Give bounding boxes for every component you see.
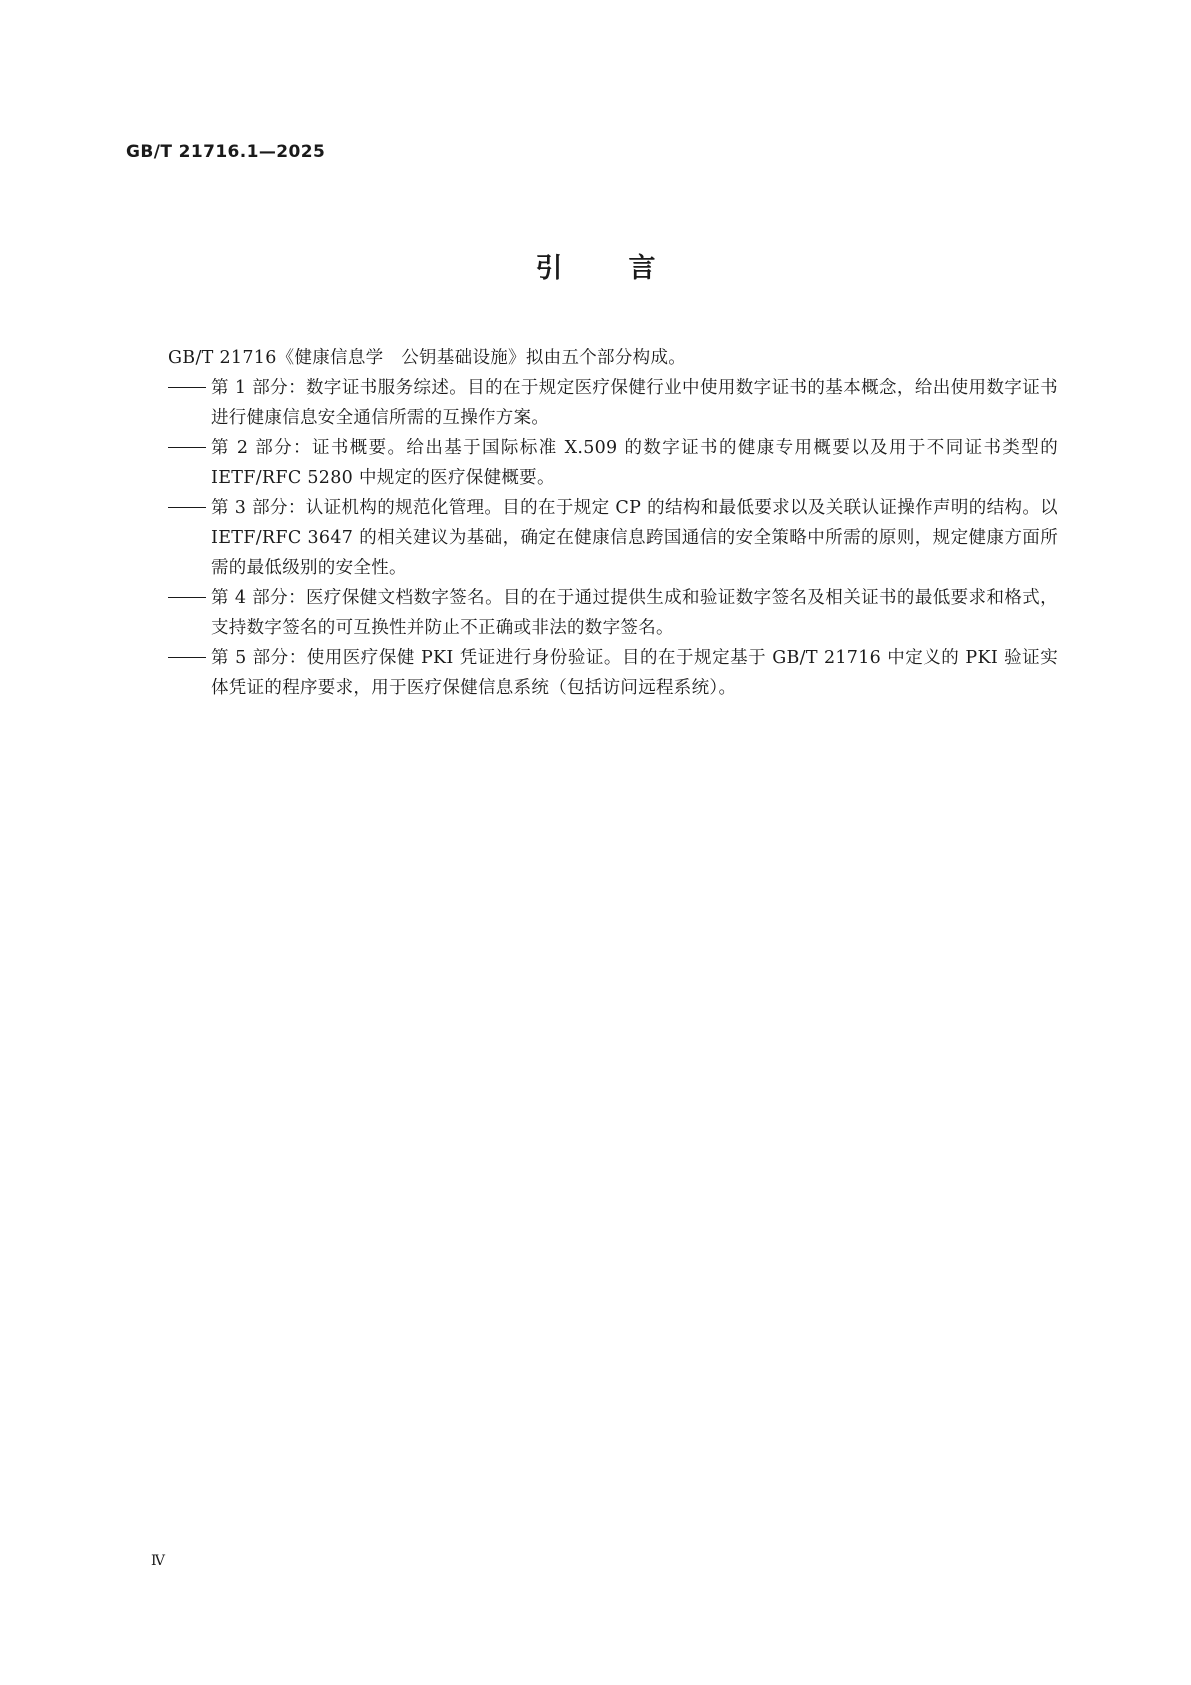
- intro-paragraph: GB/T 21716《健康信息学 公钥基础设施》拟由五个部分构成。: [168, 348, 687, 368]
- introduction-body: [168, 343, 1058, 703]
- part-item-3: [168, 493, 1058, 583]
- em-dash-marker: [168, 507, 206, 508]
- page-number: Ⅳ: [151, 1553, 165, 1569]
- part-item-2: [168, 433, 1058, 493]
- part-item-4: [168, 583, 1058, 643]
- em-dash-marker: [168, 387, 206, 388]
- part-list: [168, 373, 1058, 703]
- em-dash-marker: [168, 657, 206, 658]
- part-3-text: 第 3 部分：认证机构的规范化管理。目的在于规定 CP 的结构和最低要求以及关联认证操作声明的结构。以 IETF/RFC 3647 的相关建议为基础，确定在健康信息跨国通信的安全策略中所需的原则，规定健康方面所需的最低级别的安全性。: [211, 498, 1058, 578]
- part-1-text: 第 1 部分：数字证书服务综述。目的在于规定医疗保健行业中使用数字证书的基本概念，给出使用数字证书进行健康信息安全通信所需的互操作方案。: [211, 378, 1058, 428]
- part-5-text: 第 5 部分：使用医疗保健 PKI 凭证进行身份验证。目的在于规定基于 GB/T 21716 中定义的 PKI 验证实体凭证的程序要求，用于医疗保健信息系统（包括访问远程系统）。: [211, 648, 1058, 698]
- section-title: 引言: [535, 253, 722, 284]
- part-item-1: [168, 373, 1058, 433]
- part-4-text: 第 4 部分：医疗保健文档数字签名。目的在于通过提供生成和验证数字签名及相关证书的最低要求和格式，支持数字签名的可互换性并防止不正确或非法的数字签名。: [211, 588, 1058, 638]
- em-dash-marker: [168, 597, 206, 598]
- em-dash-marker: [168, 447, 206, 448]
- part-item-5: [168, 643, 1058, 703]
- standard-number-header: GB/T 21716.1—2025: [126, 142, 326, 162]
- part-2-text: 第 2 部分：证书概要。给出基于国际标准 X.509 的数字证书的健康专用概要以及用于不同证书类型的 IETF/RFC 5280 中规定的医疗保健概要。: [211, 438, 1058, 488]
